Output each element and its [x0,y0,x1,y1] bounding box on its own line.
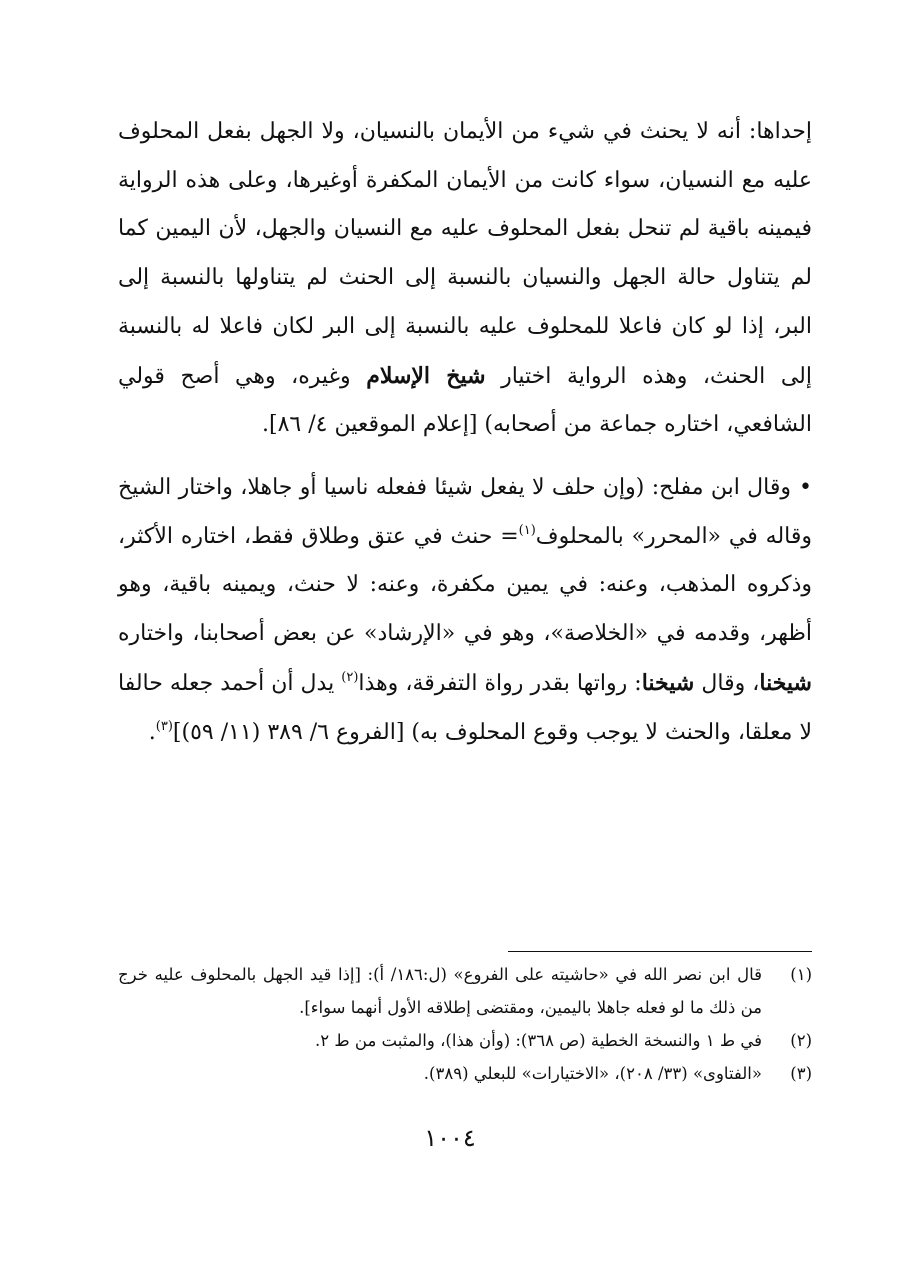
paragraph-ibn-muflih [118,464,812,757]
para1-text: إحداها: أنه لا يحنث في شيء من الأيمان بالنسيان، ولا الجهل بفعل المحلوف عليه مع النسيان، سواء كانت من الأيمان المكفرة أوغيرها، وعلى هذه الرواية فيمينه باقية لم تنحل بفعل المحلوف عليه مع النسيان والجهل، لأن اليمين كما لم يتناول حالة الجهل والنسيان بالنسبة إلى الحنث لم يتناولها بالنسبة إلى البر، إذا لو كان فاعلا للمحلوف عليه بالنسبة إلى البر لكان فاعلا له بالنسبة إلى الحنث، وهذه الرواية اختيار [118,119,812,389]
footnote-item [118,958,812,1024]
para2-text-c: ، وقال [701,670,760,696]
para1-end-text: وغيره، وهي أصح قولي الشافعي، اختاره جماعة من أصحابه) [إعلام الموقعين ٤/ ٨٦]. [118,363,812,438]
footnote-item [118,1024,812,1057]
paragraph-first [118,108,812,450]
para2-text-a: وقال ابن مفلح: (وإن حلف لا يفعل شيئا ففعله ناسيا أو جاهلا، واختار الشيخ وقاله في «المحرر» بالمحلوف [118,475,812,549]
shaykh-al-islam-bold: شيخ الإسلام [366,362,486,389]
footnote-text: «الفتاوى» (٣٣/ ٢٠٨)، «الاختيارات» للبعلي (٣٨٩). [423,1064,762,1083]
footnote-ref-3: (٣) [155,718,173,734]
footnote-ref-1: (١) [518,522,536,538]
footnote-text: قال ابن نصر الله في «حاشيته على الفروع» (ل:١٨٦/ أ): [إذا قيد الجهل بالمحلوف عليه خرج من ذلك ما لو فعله جاهلا باليمين، ومقتضى إطلاقه الأول أنهما سواء]. [118,965,762,1017]
footnote-number: (٣) [790,1064,812,1083]
para2-text-b: = حنث في عتق وطلاق فقط، اختاره الأكثر، وذكروه المذهب، وعنه: في يمين مكفرة، وعنه: لا حنث، ويمينه باقية، وهو أظهر، وقدمه في «الخلاصة»، وهو في «الإرشاد» عن بعض أصحابنا، واختاره [118,523,812,647]
shaykhuna-bold-2: شيخنا [641,669,695,696]
footnote-number: (٢) [790,1031,812,1050]
para2-end: . [148,719,156,745]
footnote-number: (١) [790,965,812,984]
para2-text-d: : رواتها بقدر رواة التفرقة، وهذا [358,670,642,696]
footnote-divider [508,951,812,952]
page-number: ١٠٠٤ [424,1124,476,1152]
shaykhuna-bold-1: شيخنا [759,669,812,696]
footnotes-section [118,958,812,1090]
footnote-text: في ط ١ والنسخة الخطية (ص ٣٦٨): (وأن هذا)، والمثبت من ط ٢. [315,1031,762,1050]
bullet-point: • [799,475,812,500]
footnote-ref-2: (٢) [341,669,359,685]
para2-text-e: يدل أن أحمد جعله حالفا لا معلقا، والحنث لا يوجب وقوع المحلوف به) [الفروع ٦/ ٣٨٩ (١١/ ٥٩)] [118,670,812,745]
footnote-item [118,1057,812,1090]
